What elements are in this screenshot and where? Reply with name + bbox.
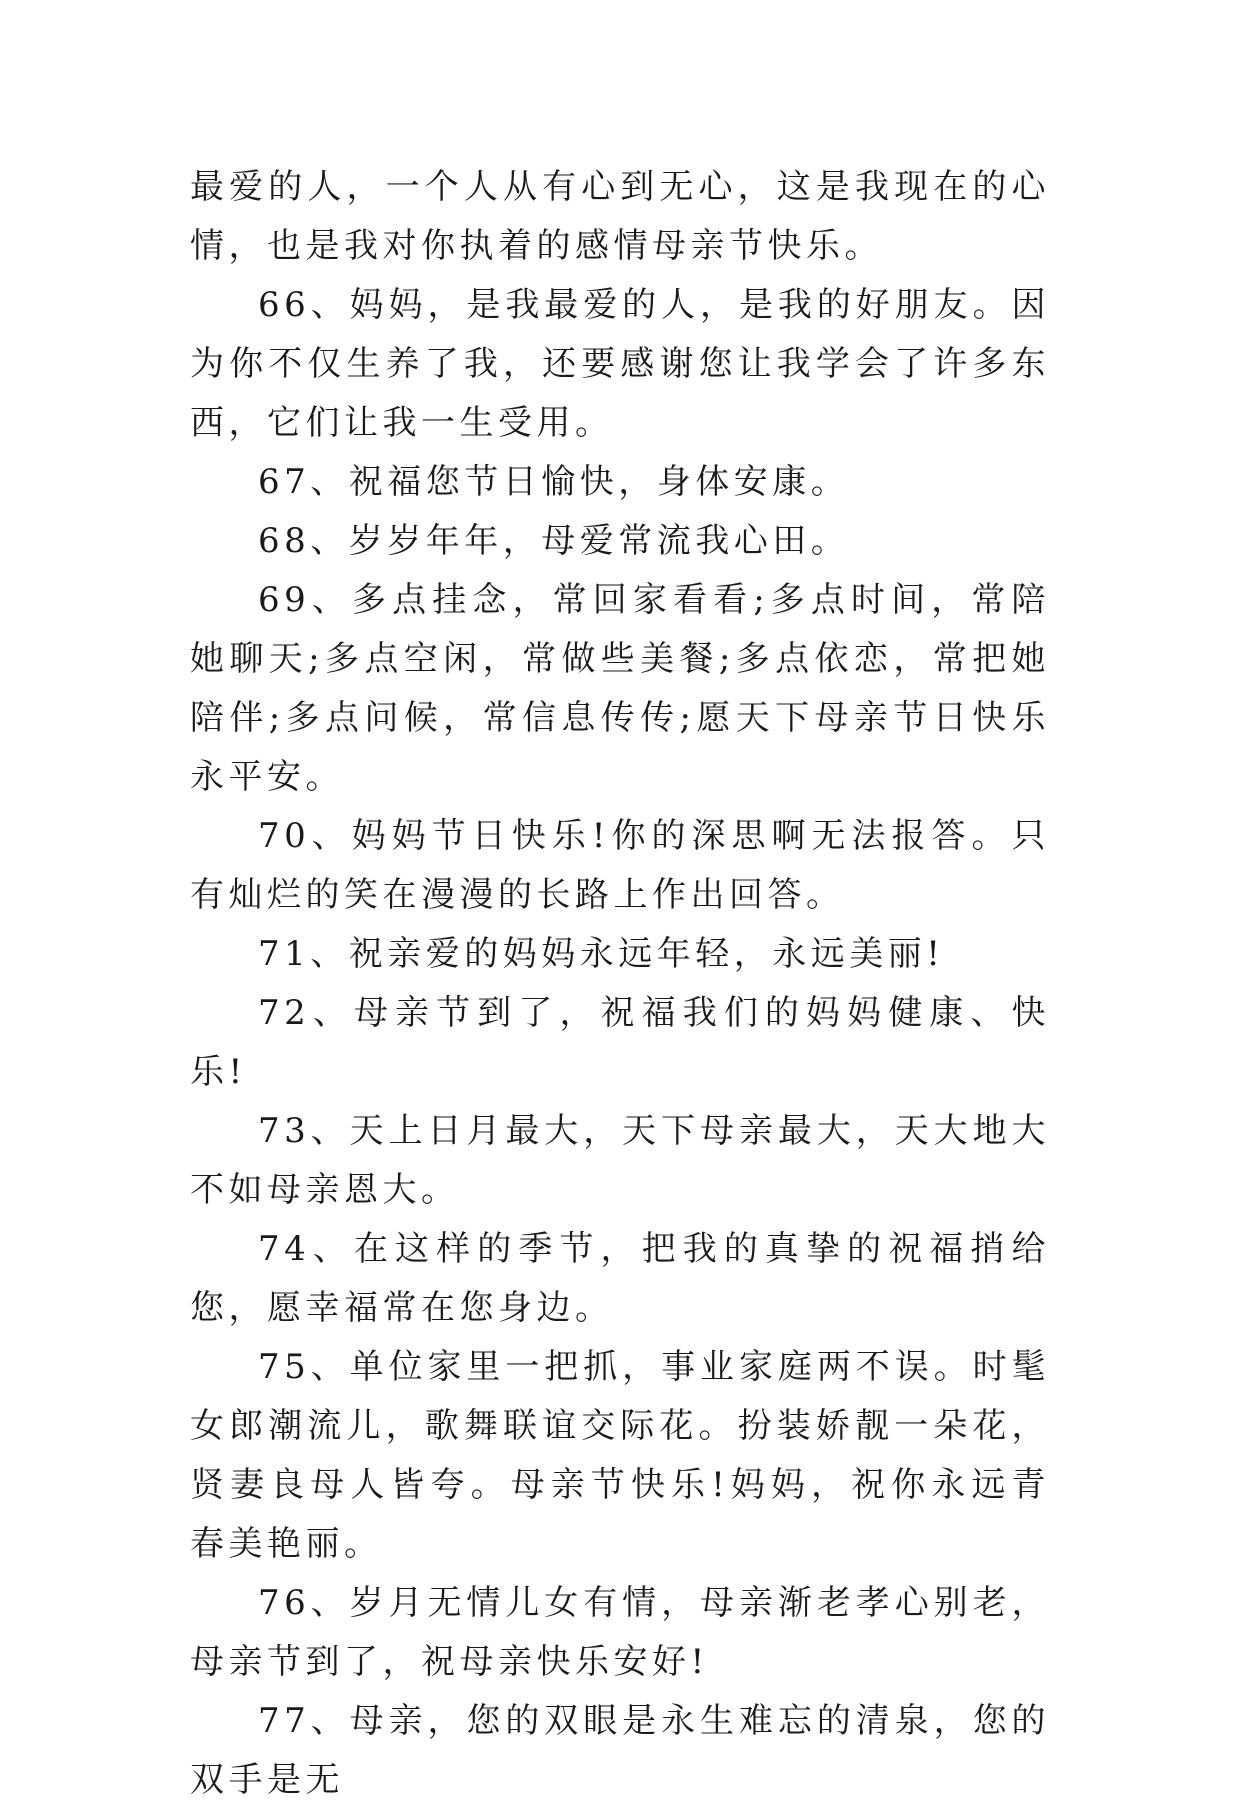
list-item-68: 68、岁岁年年，母爱常流我心田。 [258,521,850,561]
list-item-74: 74、在这样的季节，把我的真挚的祝福捎给您，愿幸福常在您身边。 [190,1229,1050,1328]
paragraph-continuation: 最爱的人，一个人从有心到无心，这是我现在的心情，也是我对你执着的感情母亲节快乐。 [190,167,1050,266]
list-item-76: 76、岁月无情儿女有情，母亲渐老孝心别老，母亲节到了，祝母亲快乐安好! [190,1583,1050,1682]
list-item-73: 73、天上日月最大，天下母亲最大，天大地大不如母亲恩大。 [190,1111,1050,1210]
list-item-66: 66、妈妈，是我最爱的人，是我的好朋友。因为你不仅生养了我，还要感谢您让我学会了许多东西，它们让我一生受用。 [190,285,1050,443]
list-item-67: 67、祝福您节日愉快，身体安康。 [258,462,850,502]
list-item-75: 75、单位家里一把抓，事业家庭两不误。时髦女郎潮流儿，歌舞联谊交际花。扮装娇靓一朵花，贤妻良母人皆夸。母亲节快乐!妈妈，祝你永远青春美艳丽。 [190,1347,1050,1564]
list-item-77: 77、母亲，您的双眼是永生难忘的清泉，您的双手是无 [190,1701,1050,1800]
list-item-72: 72、母亲节到了，祝福我们的妈妈健康、快乐! [190,993,1050,1092]
list-item-70: 70、妈妈节日快乐!你的深思啊无法报答。只有灿烂的笑在漫漫的长路上作出回答。 [190,816,1050,915]
document-body [190,158,1050,1810]
list-item-69: 69、多点挂念，常回家看看;多点时间，常陪她聊天;多点空闲，常做些美餐;多点依恋，常把她陪伴;多点问候，常信息传传;愿天下母亲节日快乐永平安。 [190,580,1050,797]
list-item-71: 71、祝亲爱的妈妈永远年轻，永远美丽! [258,934,945,974]
